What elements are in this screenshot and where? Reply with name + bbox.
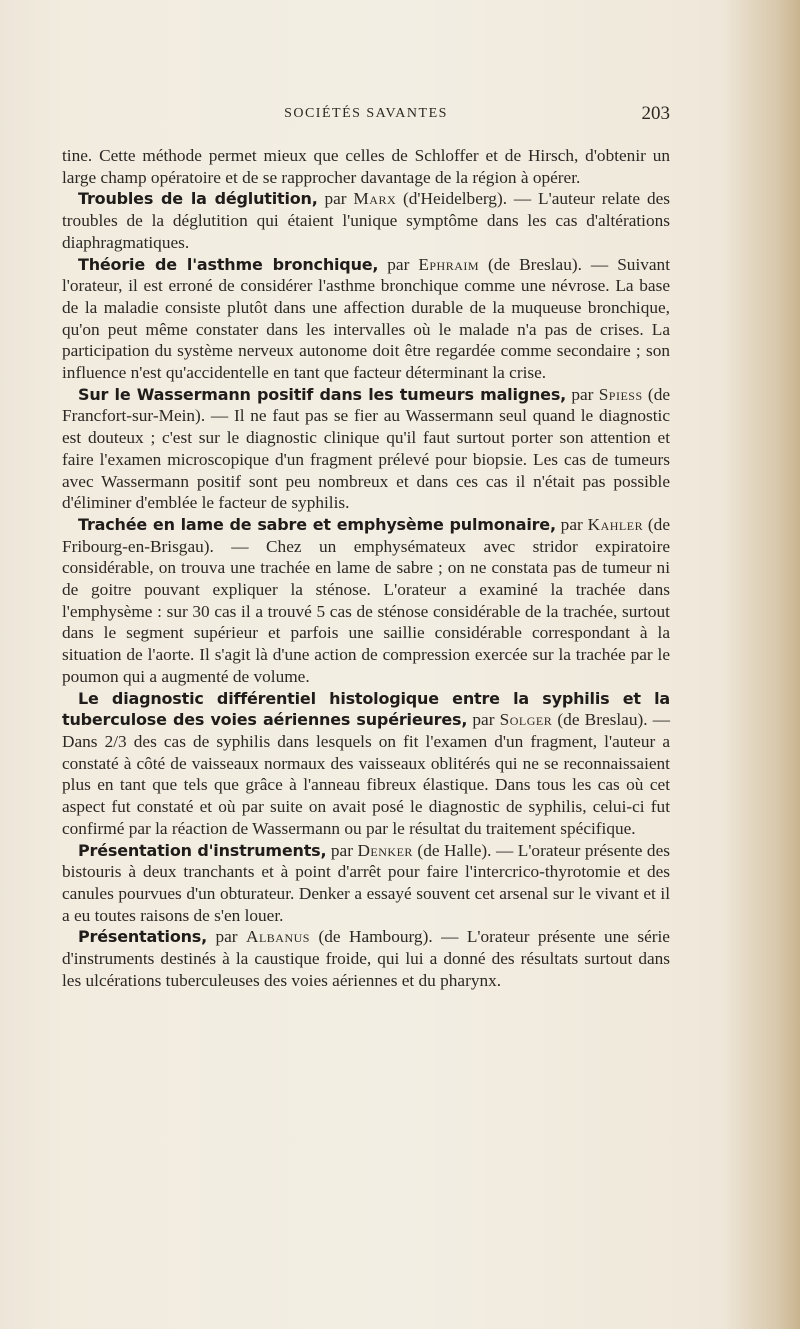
body-text <box>62 145 670 991</box>
entry-paragraph <box>62 840 670 927</box>
entry-by: par <box>317 189 354 209</box>
entry-affiliation: (de Halle). — <box>412 840 518 860</box>
entry-heading: Théorie de l'asthme bronchique, <box>78 254 379 274</box>
entry-by: par <box>555 514 588 534</box>
entry-author: Spiess <box>598 384 643 404</box>
entry-by: par <box>207 927 246 947</box>
entry-heading: Troubles de la déglutition, <box>78 189 318 209</box>
entry-by: par <box>467 710 500 730</box>
entry-author: Ephraim <box>418 254 480 274</box>
entry-affiliation: (de Breslau). — <box>552 710 670 730</box>
entry-affiliation: (d'Heidelberg). — <box>396 189 539 209</box>
entry-paragraph <box>62 926 670 991</box>
entry-by: par <box>378 254 419 274</box>
entry-author: Denker <box>357 840 413 860</box>
entry-affiliation: (de Breslau). — <box>479 254 618 274</box>
entry-paragraph <box>62 384 670 514</box>
entry-heading: Trachée en lame de sabre et emphysème pulmonaire, <box>78 514 556 534</box>
entry-author: Albanus <box>245 927 310 947</box>
entry-heading: Le diagnostic différentiel histologique entre la syphilis et la tuberculose des voies aériennes supérieures, <box>62 688 670 730</box>
entry-affiliation: (de Hambourg). — <box>309 927 467 947</box>
entry-by: par <box>566 384 599 404</box>
running-title: SOCIÉTÉS SAVANTES <box>284 106 448 121</box>
entry-text: L'auteur relate des troubles de la déglutition qui étaient l'unique symptôme dans les cas d'altérations diaphragmatiques. <box>62 189 670 252</box>
entry-paragraph <box>62 254 670 384</box>
entry-by: par <box>326 840 358 860</box>
opening-paragraph: tine. Cette méthode permet mieux que celles de Schloffer et de Hirsch, d'obtenir un large champ opératoire et de se rapprocher davantage de la région à opérer. <box>62 146 670 187</box>
entry-text: Il ne faut pas se fier au Wassermann seul quand le diagnostic est douteux ; c'est sur le diagnostic clinique qu'il faut surtout porter son attention et faire l'examen microscopique d'un fragment prélevé pour biopsie. Les cas de tumeurs avec Wassermann positif sont peu nombreux et dans ces cas il n'était pas possible d'éliminer d'emblée le facteur de syphilis. <box>62 406 671 513</box>
entry-affiliation: (de Fribourg-en-Brisgau). — <box>62 514 670 556</box>
entry-affiliation: (de Francfort-sur-Mein). — <box>62 384 671 426</box>
entry-text: Chez un emphysémateux avec stridor expiratoire considérable, on trouva une trachée en lame de sabre ; on ne constata pas de tumeur ni de goitre pouvant expliquer la sténose. L'orateur a examiné la trachée dans l'emphysème : sur 30 cas il a trouvé 5 cas de sténose considérable de la trachée, surtout dans le segment supérieur et parfois une saillie considérable correspondant à la situation de l'aorte. Il s'agit là d'une action de compression exercée sur la trachée par le poumon qui a augmenté de volume. <box>62 536 671 686</box>
entry-text: L'orateur présente des bistouris à deux tranchants et à point d'arrêt pour faire l'intercrico-thyrotomie et des canules pourvues d'un obturateur. Denker a essayé souvent cet arsenal sur le vivant et il a eu toutes raisons de s'en louer. <box>62 840 670 925</box>
page-header <box>62 103 670 132</box>
entry-text: L'orateur présente une série d'instruments destinés à la caustique froide, qui lui a donné des résultats surtout dans les ulcérations tuberculeuses des voies aériennes et du pharynx. <box>62 927 670 990</box>
entry-author: Solger <box>499 710 553 730</box>
entry-text: Suivant l'orateur, il est erroné de considérer l'asthme bronchique comme une névrose. La base de la maladie consiste plutôt dans une affection durable de la muqueuse bronchique, qu'on peut même constater dans les intervalles où le malade n'a pas de crises. La participation du système nerveux autonome doit être regardée comme secondaire ; son influence n'est qu'accidentelle en tant que facteur déterminant la crise. <box>62 254 670 383</box>
entry-paragraph <box>62 188 670 253</box>
entry-paragraph <box>62 688 670 840</box>
entry-text: Dans 2/3 des cas de syphilis dans lesquels on fit l'examen d'un fragment, l'auteur a constaté à côté de vaisseaux normaux des vaisseaux oblitérés qui ne se reconnaissaient plus en tant que tels que grâce à l'anneau fibreux élastique. Dans tous les cas où cet aspect fut constaté et où par suite on avait posé le diagnostic de syphilis, celui-ci fut confirmé par la réaction de Wassermann ou par le résultat du traitement spécifique. <box>62 731 670 838</box>
entry-author: Kahler <box>587 514 644 534</box>
page-number: 203 <box>641 103 670 124</box>
entry-author: Marx <box>353 189 397 209</box>
entry-heading: Présentations, <box>78 927 207 947</box>
entry-heading: Sur le Wassermann positif dans les tumeurs malignes, <box>78 384 567 404</box>
entry-paragraph <box>62 514 670 688</box>
entry-heading: Présentation d'instruments, <box>78 840 327 860</box>
